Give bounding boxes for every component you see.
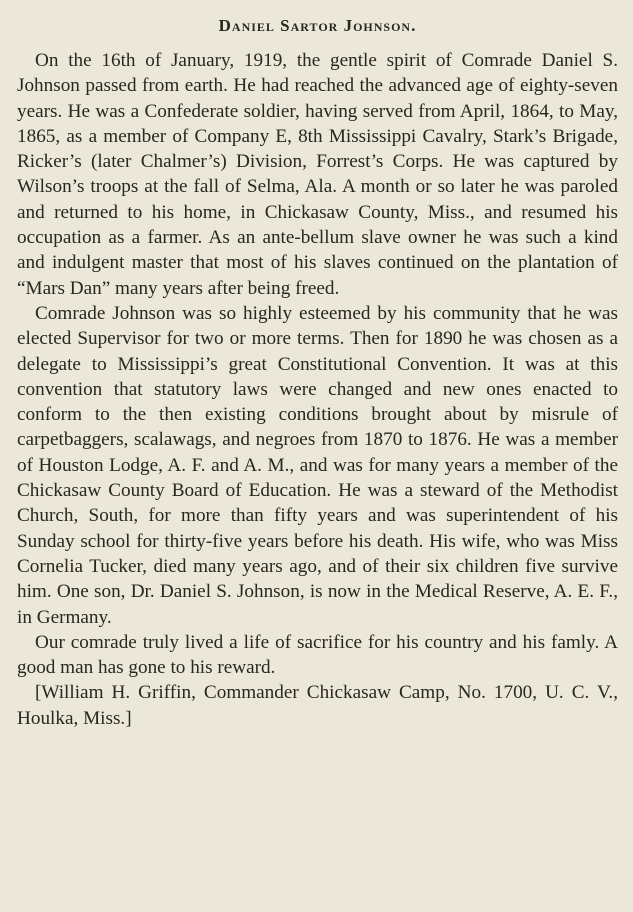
signature: [William H. Griffin, Commander Chickasaw Camp, No. 1700, U. C. V., Houlka, Miss.] (17, 682, 618, 729)
paragraph-3: Our comrade truly lived a life of sacrifice for his country and his famly. A good man has gone to his reward. (17, 631, 618, 679)
paragraph-1: On the 16th of January, 1919, the gentle spirit of Comrade Daniel S. Johnson passed from earth. He had reached the advanced age of eighty-seven years. He was a Confederate soldier, having served from April, 1864, to May, 1865, as a member of Company E, 8th Mississippi Cavalry, Stark’s Brigade, Ricker’s (later Chalmer’s) Division, Forrest’s Corps. He was captured by Wilson’s troops at the fall of Selma, Ala. A month or so later he was paroled and returned to his home, in Chickasaw County, Miss., and resumed his occupation as a farmer. As an ante-bellum slave owner he was such a kind and indulgent master that most of his slaves continued on the plantation of “Mars Dan” many years after being freed. (17, 50, 618, 299)
article-title: Daniel Sartor Johnson. (218, 16, 417, 35)
paragraph-2: Comrade Johnson was so highly esteemed by his community that he was elected Supervisor for two or more terms. Then for 1890 he was chosen as a delegate to Mississippi’s great Constitutional Convention. It was at this convention that statutory laws were changed and new ones enacted to conform to the then existing conditions brought about by misrule of carpetbaggers, scalawags, and negroes from 1870 to 1876. He was a member of Houston Lodge, A. F. and A. M., and was for many years a member of the Chickasaw County Board of Education. He was a steward of the Methodist Church, South, for more than fifty years and was superintendent of his Sunday school for thirty-five years before his death. His wife, who was Miss Cornelia Tucker, died many years ago, and of their six children five survive him. One son, Dr. Daniel S. Johnson, is now in the Medical Reserve, A. E. F., in Germany. (17, 302, 618, 628)
